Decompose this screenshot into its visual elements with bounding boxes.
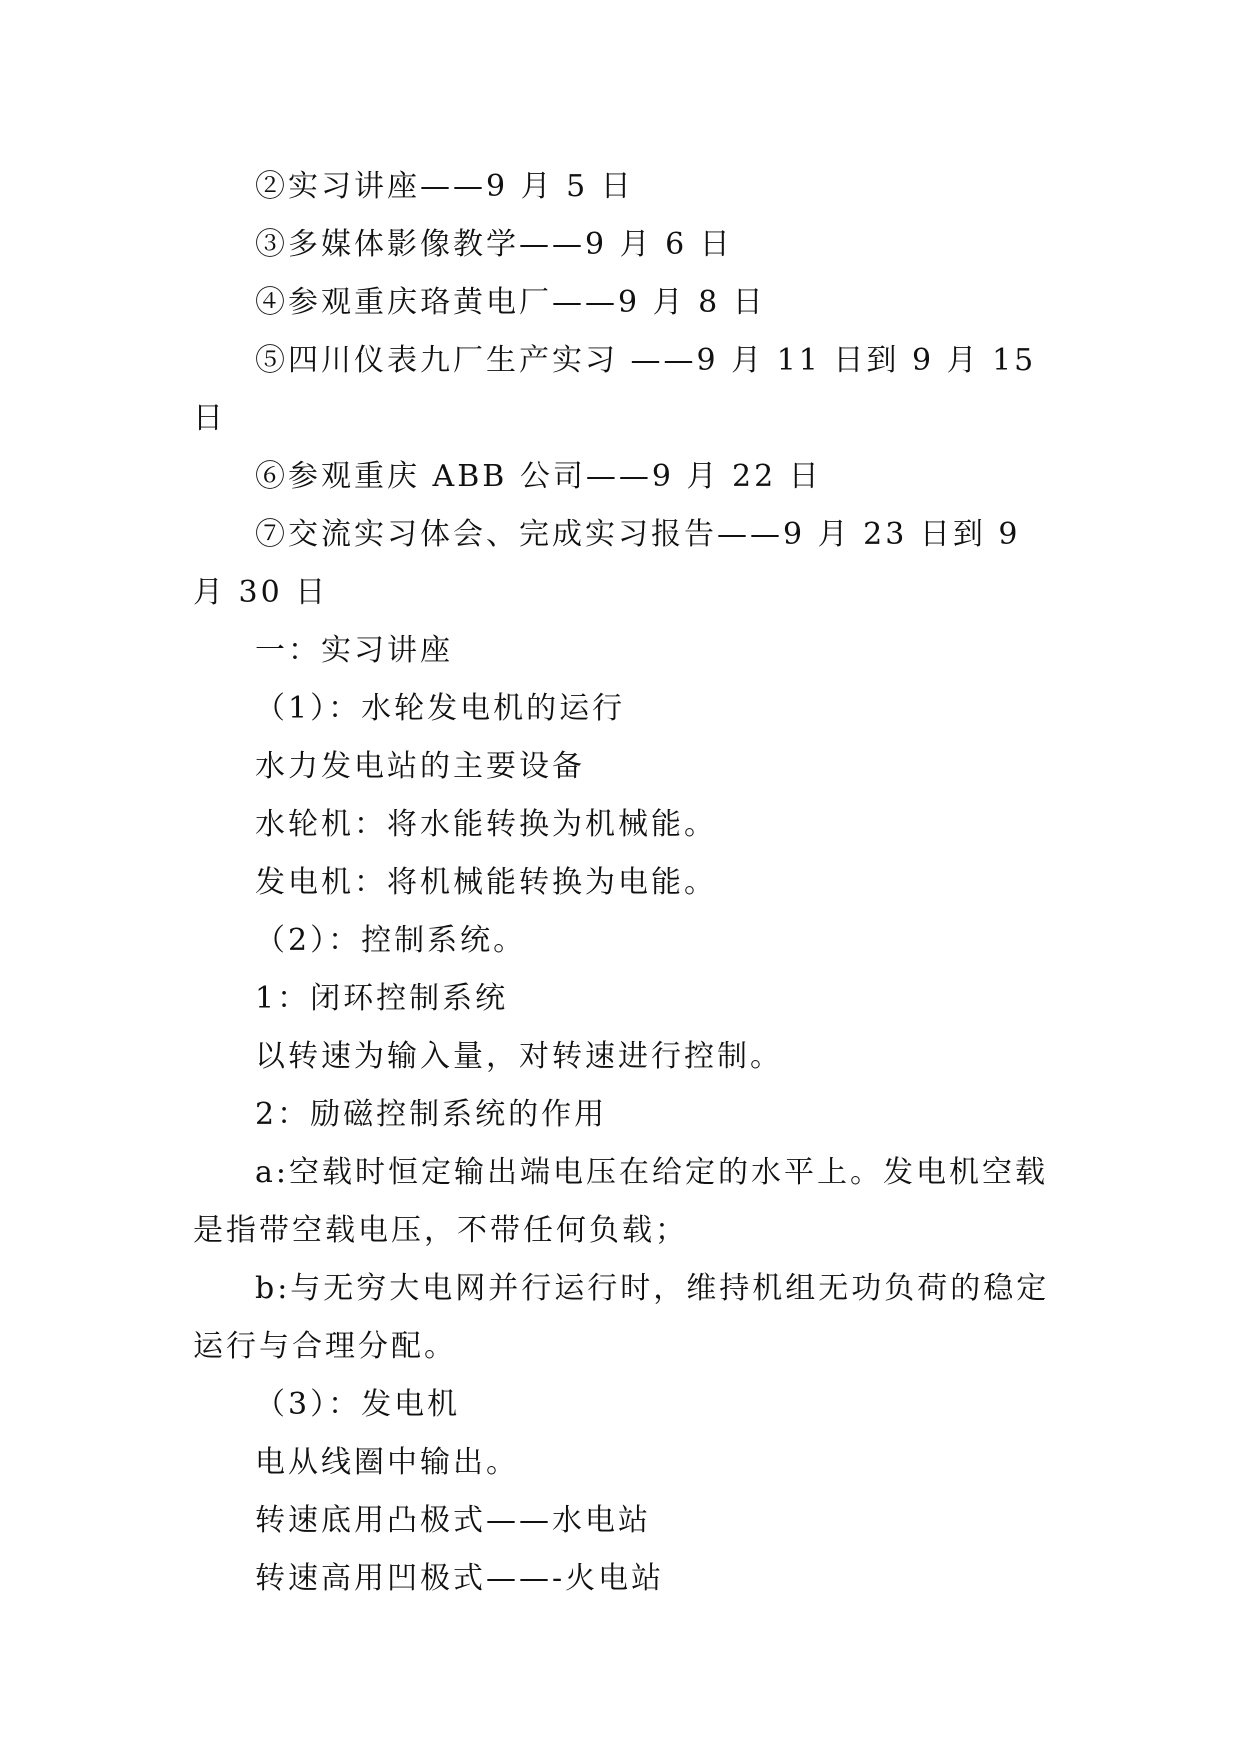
paragraph-salient-pole: 转速底用凸极式——水电站 bbox=[255, 1503, 651, 1538]
schedule-item-3: ③多媒体影像教学——9 月 6 日 bbox=[255, 227, 733, 262]
schedule-item-4: ④参观重庆珞黄电厂——9 月 8 日 bbox=[255, 285, 766, 320]
paragraph-a: a:空载时恒定输出端电压在给定的水平上。发电机空载是指带空载电压，不带任何负载； bbox=[193, 1155, 1048, 1248]
paragraph-turbine: 水轮机：将水能转换为机械能。 bbox=[255, 807, 717, 842]
section-heading-lecture: 一：实习讲座 bbox=[255, 633, 453, 668]
paragraph-coil-output: 电从线圈中输出。 bbox=[255, 1445, 519, 1480]
paragraph-round-rotor: 转速高用凹极式——-火电站 bbox=[255, 1561, 665, 1596]
subsection-heading-3: （3）：发电机 bbox=[255, 1387, 461, 1422]
paragraph-b: b:与无穷大电网并行运行时，维持机组无功负荷的稳定运行与合理分配。 bbox=[193, 1271, 1050, 1364]
document-body bbox=[193, 158, 1055, 1608]
paragraph-closed-loop: 1：闭环控制系统 bbox=[255, 981, 509, 1016]
schedule-item-2: ②实习讲座——9 月 5 日 bbox=[255, 169, 634, 204]
schedule-item-6: ⑥参观重庆 ABB 公司——9 月 22 日 bbox=[255, 459, 822, 494]
subsection-heading-1: （1）：水轮发电机的运行 bbox=[255, 691, 626, 726]
paragraph-speed-input: 以转速为输入量，对转速进行控制。 bbox=[255, 1039, 783, 1074]
schedule-item-7: ⑦交流实习体会、完成实习报告——9 月 23 日到 9 月 30 日 bbox=[193, 517, 1034, 610]
paragraph-generator: 发电机：将机械能转换为电能。 bbox=[255, 865, 717, 900]
paragraph-main-equipment: 水力发电站的主要设备 bbox=[255, 749, 585, 784]
schedule-item-5: ⑤四川仪表九厂生产实习 ——9 月 11 日到 9 月 15 日 bbox=[193, 343, 1049, 436]
subsection-heading-2: （2）：控制系统。 bbox=[255, 923, 527, 958]
paragraph-excitation: 2：励磁控制系统的作用 bbox=[255, 1097, 608, 1132]
